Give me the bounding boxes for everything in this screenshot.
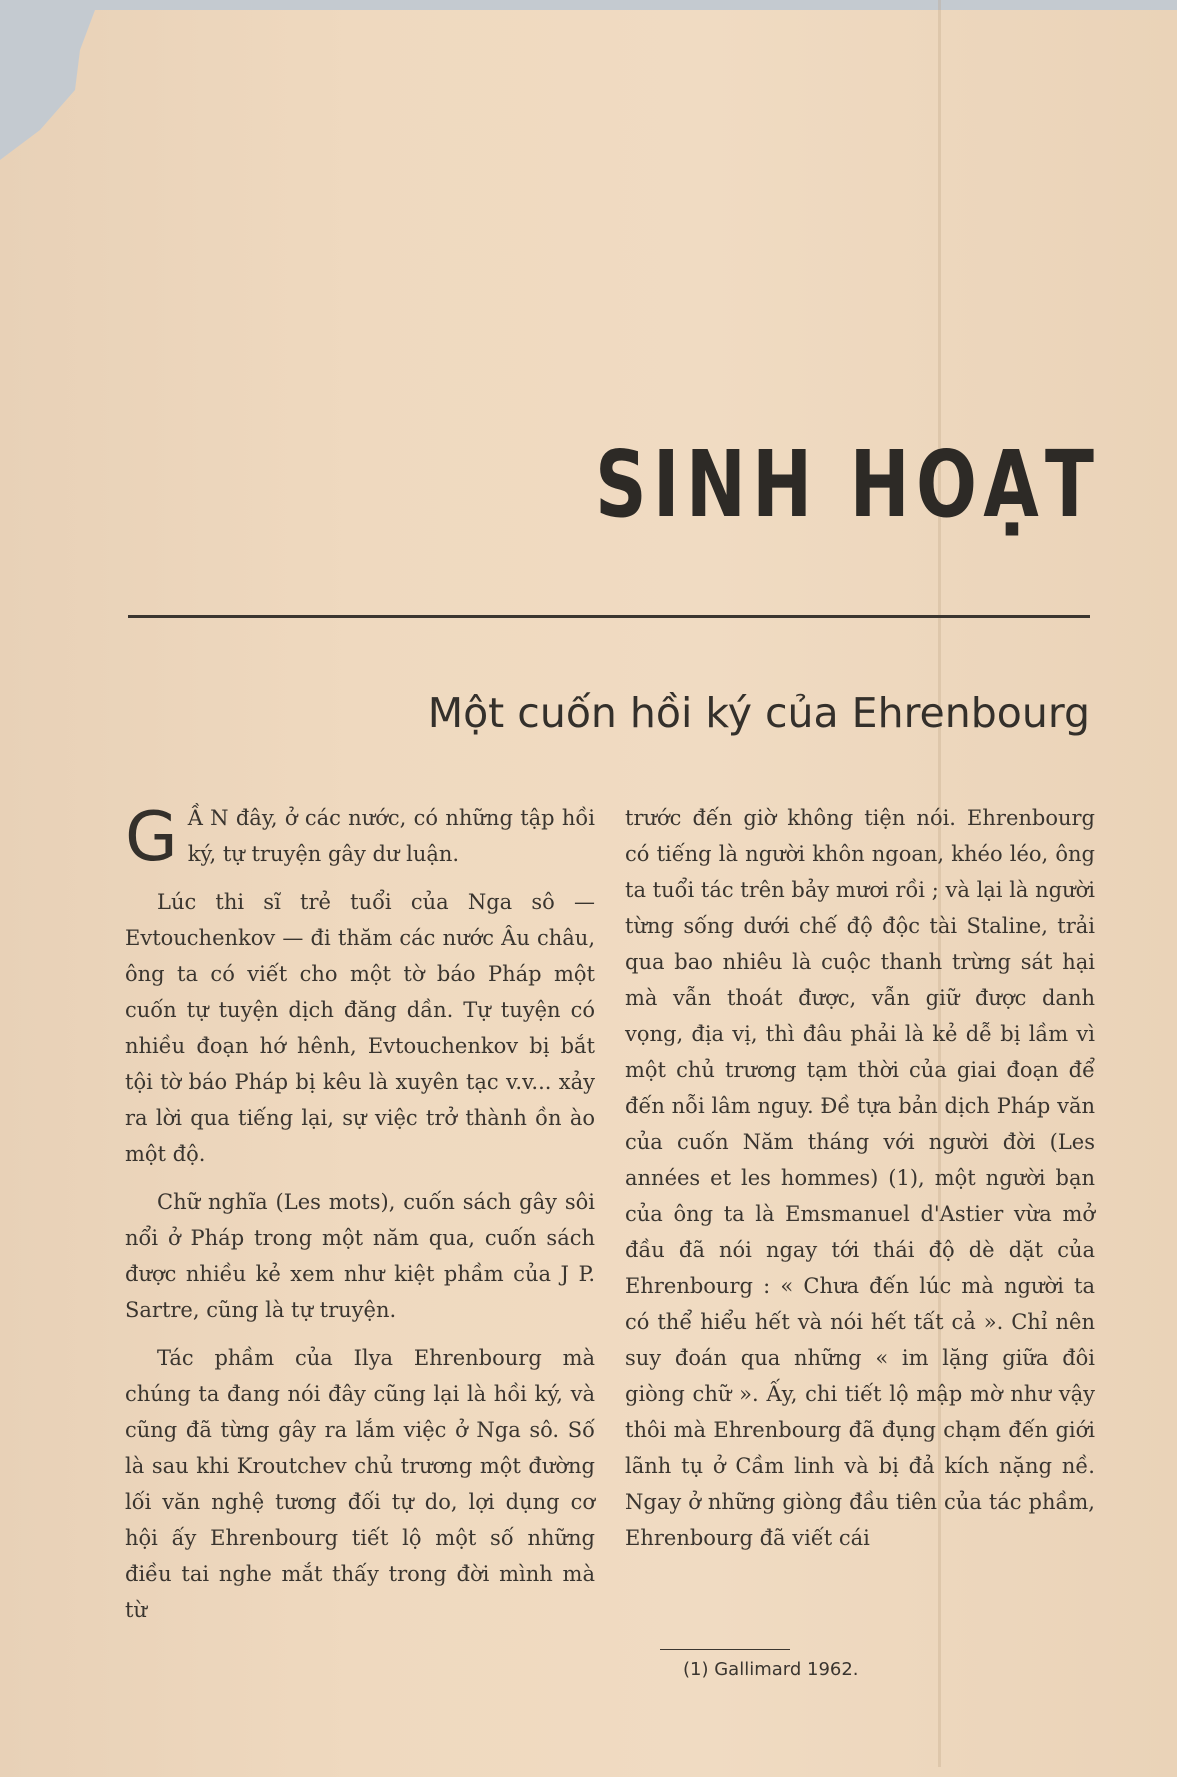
paragraph: Lúc thi sĩ trẻ tuổi của Nga sô — Evtouchenkov — đi thăm các nước Âu châu, ông ta có viết cho một tờ báo Pháp một cuốn tự tuyện dịch đăng dần. Tự tuyện có nhiều đoạn hớ hênh, Evtouchenkov bị bắt tội tờ báo Pháp bị kêu là xuyên tạc v.v... xảy ra lời qua tiếng lại, sự việc trở thành ồn ào một độ. xyxy=(125,890,595,1166)
right-column xyxy=(625,800,1095,1568)
drop-cap: G xyxy=(125,798,178,877)
footnote: (1) Gallimard 1962. xyxy=(683,1659,859,1680)
left-column xyxy=(125,800,595,1640)
paragraph: Tác phầm của Ilya Ehrenbourg mà chúng ta đang nói đây cũng lại là hồi ký, và cũng đã từng gây ra lắm việc ở Nga sô. Số là sau khi Kroutchev chủ trương một đường lối văn nghệ tương đối tự do, lợi dụng cơ hội ấy Ehrenbourg tiết lộ một số những điều tai nghe mắt thấy trong đời mình mà từ xyxy=(125,1346,595,1622)
opening-text: Ầ N đây, ở các nước, có những tập hồi ký, tự truyện gây dư luận. xyxy=(187,806,595,866)
paragraph: trước đến giờ không tiện nói. Ehrenbourg có tiếng là người khôn ngoan, khéo léo, ông ta tuổi tác trên bảy mươi rồi ; và lại là người từng sống dưới chế độ độc tài Staline, trải qua bao nhiêu là cuộc thanh trừng sát hại mà vẫn thoát được, vẫn giữ được danh vọng, địa vị, thì đâu phải là kẻ dễ bị lầm vì một chủ trương tạm thời của giai đoạn để đến nỗi lâm nguy. Đề tựa bản dịch Pháp văn của cuốn Năm tháng với người đời (Les années et les hommes) (1), một người bạn của ông ta là Emsmanuel d'Astier vừa mở đầu đã nói ngay tới thái độ dè dặt của Ehrenbourg : « Chưa đến lúc mà người ta có thể hiểu hết và nói hết tất cả ». Chỉ nên suy đoán qua những « im lặng giữa đôi giòng chữ ». Ấy, chi tiết lộ mập mờ như vậy thôi mà Ehrenbourg đã đụng chạm đến giới lãnh tụ ở Cầm linh và bị đả kích nặng nề. Ngay ở những giòng đầu tiên của tác phầm, Ehrenbourg đã viết cái xyxy=(625,806,1095,1550)
article-title: Một cuốn hồi ký của Ehrenbourg xyxy=(427,689,1090,737)
footnote-rule xyxy=(660,1649,790,1650)
opening-paragraph xyxy=(125,798,595,877)
title-rule xyxy=(128,615,1090,618)
paragraph: Chữ nghĩa (Les mots), cuốn sách gây sôi nổi ở Pháp trong một năm qua, cuốn sách được nhiều kẻ xem như kiệt phầm của J P. Sartre, cũng là tự truyện. xyxy=(125,1190,595,1322)
section-title: SINH HOẠT xyxy=(595,431,1101,538)
